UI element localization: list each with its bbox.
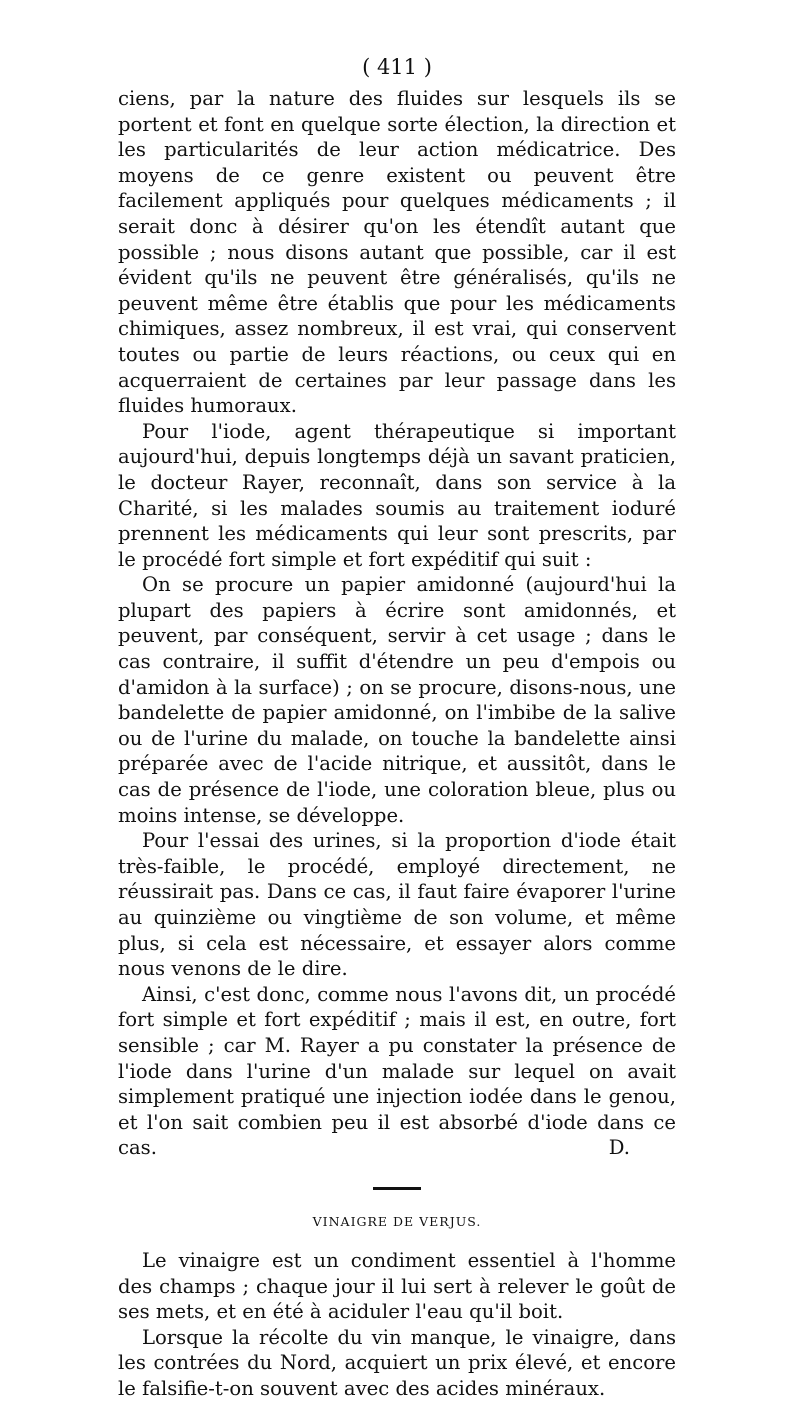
book-page <box>118 52 676 1402</box>
paragraph-urine-test: Pour l'essai des urines, si la proportion d'iode était très-faible, le procédé, employé directement, ne réussirait pas. Dans ce cas, il faut faire évaporer l'urine au quinzième ou vingtième de son volume, et même plus, si cela est nécessaire, et essayer alors comme nous venons de le dire. <box>118 829 676 981</box>
paragraph-vinegar-use: Le vinaigre est un condiment essentiel à l'homme des champs ; chaque jour il lui sert à relever le goût de ses mets, et en été à aciduler l'eau qu'il boit. <box>118 1248 676 1324</box>
paragraph-iodine-intro: Pour l'iode, agent thérapeutique si important aujourd'hui, depuis longtemps déjà un savant praticien, le docteur Rayer, reconnaît, dans son service à la Charité, si les malades soumis au traitement ioduré prennent les médicaments qui leur sont prescrits, par le procédé fort simple et fort expéditif qui suit : <box>118 419 676 571</box>
vinegar-article <box>118 1248 676 1402</box>
section-heading: VINAIGRE DE VERJUS. <box>312 1213 482 1229</box>
section-divider <box>373 1187 421 1190</box>
paragraph-vinegar-price: Lorsque la récolte du vin manque, le vinaigre, dans les contrées du Nord, acquiert un prix élevé, et encore le falsifie-t-on souvent avec des acides minéraux. <box>118 1325 676 1400</box>
iodine-article <box>118 86 676 1161</box>
paragraph-procedure: On se procure un papier amidonné (aujourd'hui la plupart des papiers à écrire sont amidonnés, et peuvent, par conséquent, servir à cet usage ; dans le cas contraire, il suffit d'étendre un peu d'empois ou d'amidon à la surface) ; on se procure, disons-nous, une bandelette de papier amidonné, on l'imbibe de la salive ou de l'urine du malade, on touche la bandelette ainsi préparée avec de l'acide nitrique, et aussitôt, dans le cas de présence de l'iode, une coloration bleue, plus ou moins intense, se développe. <box>118 573 676 827</box>
author-signature: D. <box>608 1136 630 1160</box>
paragraph-continuation: ciens, par la nature des fluides sur lesquels ils se portent et font en quelque sorte élection, la direction et les particularités de leur action médicatrice. Des moyens de ce genre existent ou peuvent être facilement appliqués pour quelques médicaments ; il serait donc à désirer qu'on les étendît autant que possible ; nous disons autant que possible, car il est évident qu'ils ne peuvent être généralisés, qu'ils ne peuvent même être établis que pour les médicaments chimiques, assez nombreux, il est vrai, qui conservent toutes ou partie de leurs réactions, ou ceux qui en acquerraient de certaines par leur passage dans les fluides humoraux. <box>118 87 676 418</box>
paragraph-conclusion <box>118 982 676 1161</box>
page-number: ( 411 ) <box>362 55 432 79</box>
paragraph-conclusion-text: Ainsi, c'est donc, comme nous l'avons dit, un procédé fort simple et fort expéditif ; mais il est, en outre, fort sensible ; car M. Rayer a pu constater la présence de l'iode dans l'urine d'un malade sur lequel on avait simplement pratiqué une injection iodée dans le genou, et l'on sait combien peu il est absorbé d'iode dans ce cas. <box>118 982 676 1160</box>
